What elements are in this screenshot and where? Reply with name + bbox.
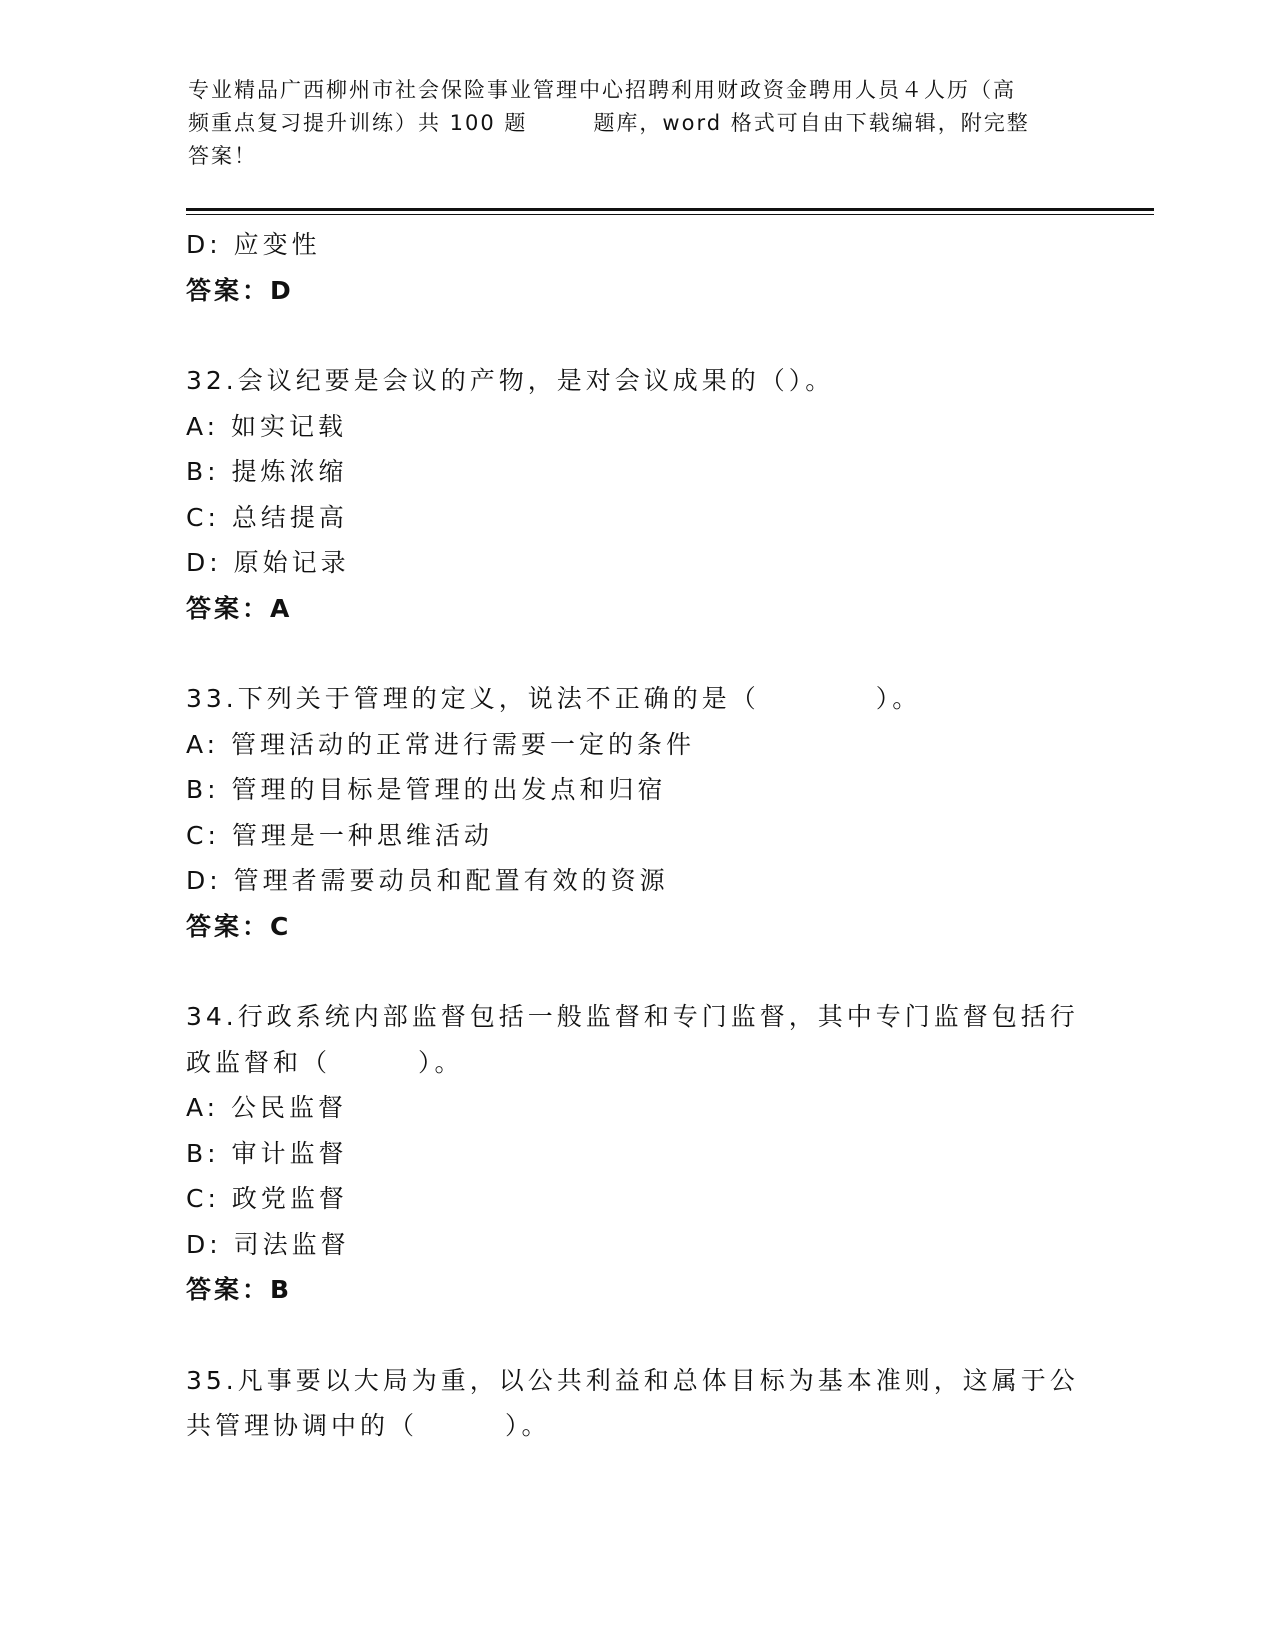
question-text-line-1: 35.凡事要以大局为重，以公共利益和总体目标为基本准则，这属于公 [186, 1365, 1079, 1395]
answer: 答案：A [186, 593, 293, 623]
answer: 答案：B [186, 1275, 293, 1304]
question-32 [186, 358, 1086, 631]
option-d: D: 原始记录 [186, 548, 350, 577]
question-34 [186, 994, 1086, 1313]
option-b: B: 管理的目标是管理的出发点和归宿 [186, 775, 667, 804]
option-a: A: 公民监督 [186, 1093, 348, 1122]
option-b: B: 审计监督 [186, 1138, 348, 1168]
option-c: C: 政党监督 [186, 1184, 348, 1213]
answer: 答案：D [186, 275, 294, 305]
answer: 答案：C [186, 911, 292, 941]
question-33 [186, 676, 1086, 949]
header-title-line-2-part-a: 频重点复习提升训练）共 100 题 [188, 111, 528, 135]
option-d: D: 管理者需要动员和配置有效的资源 [186, 866, 669, 895]
header-title-line-2 [188, 107, 1088, 140]
option-d: D: 司法监督 [186, 1229, 350, 1259]
document-header [188, 74, 1088, 173]
option-b: B: 提炼浓缩 [186, 457, 348, 486]
header-title-line-2-part-b: 题库，word 格式可自由下载编辑，附完整 [593, 111, 1030, 135]
question-text-line-1: 34.行政系统内部监督包括一般监督和专门监督，其中专门监督包括行 [186, 1002, 1079, 1031]
option-a: A: 如实记载 [186, 411, 348, 441]
question-list [186, 222, 1086, 1449]
option-c: C: 管理是一种思维活动 [186, 820, 493, 850]
option-d: D: 应变性 [186, 230, 321, 259]
header-divider-thick [186, 208, 1154, 211]
question-35 [186, 1358, 1086, 1449]
question-text-line-2: 共管理协调中的（ ）。 [186, 1411, 551, 1440]
header-title-line-1: 专业精品广西柳州市社会保险事业管理中心招聘利用财政资金聘用人员４人历（高 [188, 78, 1016, 102]
header-title-line-3: 答案！ [188, 144, 257, 168]
option-a: A: 管理活动的正常进行需要一定的条件 [186, 729, 696, 759]
question-text: 33.下列关于管理的定义，说法不正确的是（ ）。 [186, 684, 922, 713]
option-c: C: 总结提高 [186, 502, 348, 532]
previous-question-tail [186, 222, 1086, 313]
question-text: 32.会议纪要是会议的产物，是对会议成果的（）。 [186, 366, 835, 395]
header-divider-thin [186, 214, 1154, 215]
question-text-line-2: 政监督和（ ）。 [186, 1047, 464, 1077]
